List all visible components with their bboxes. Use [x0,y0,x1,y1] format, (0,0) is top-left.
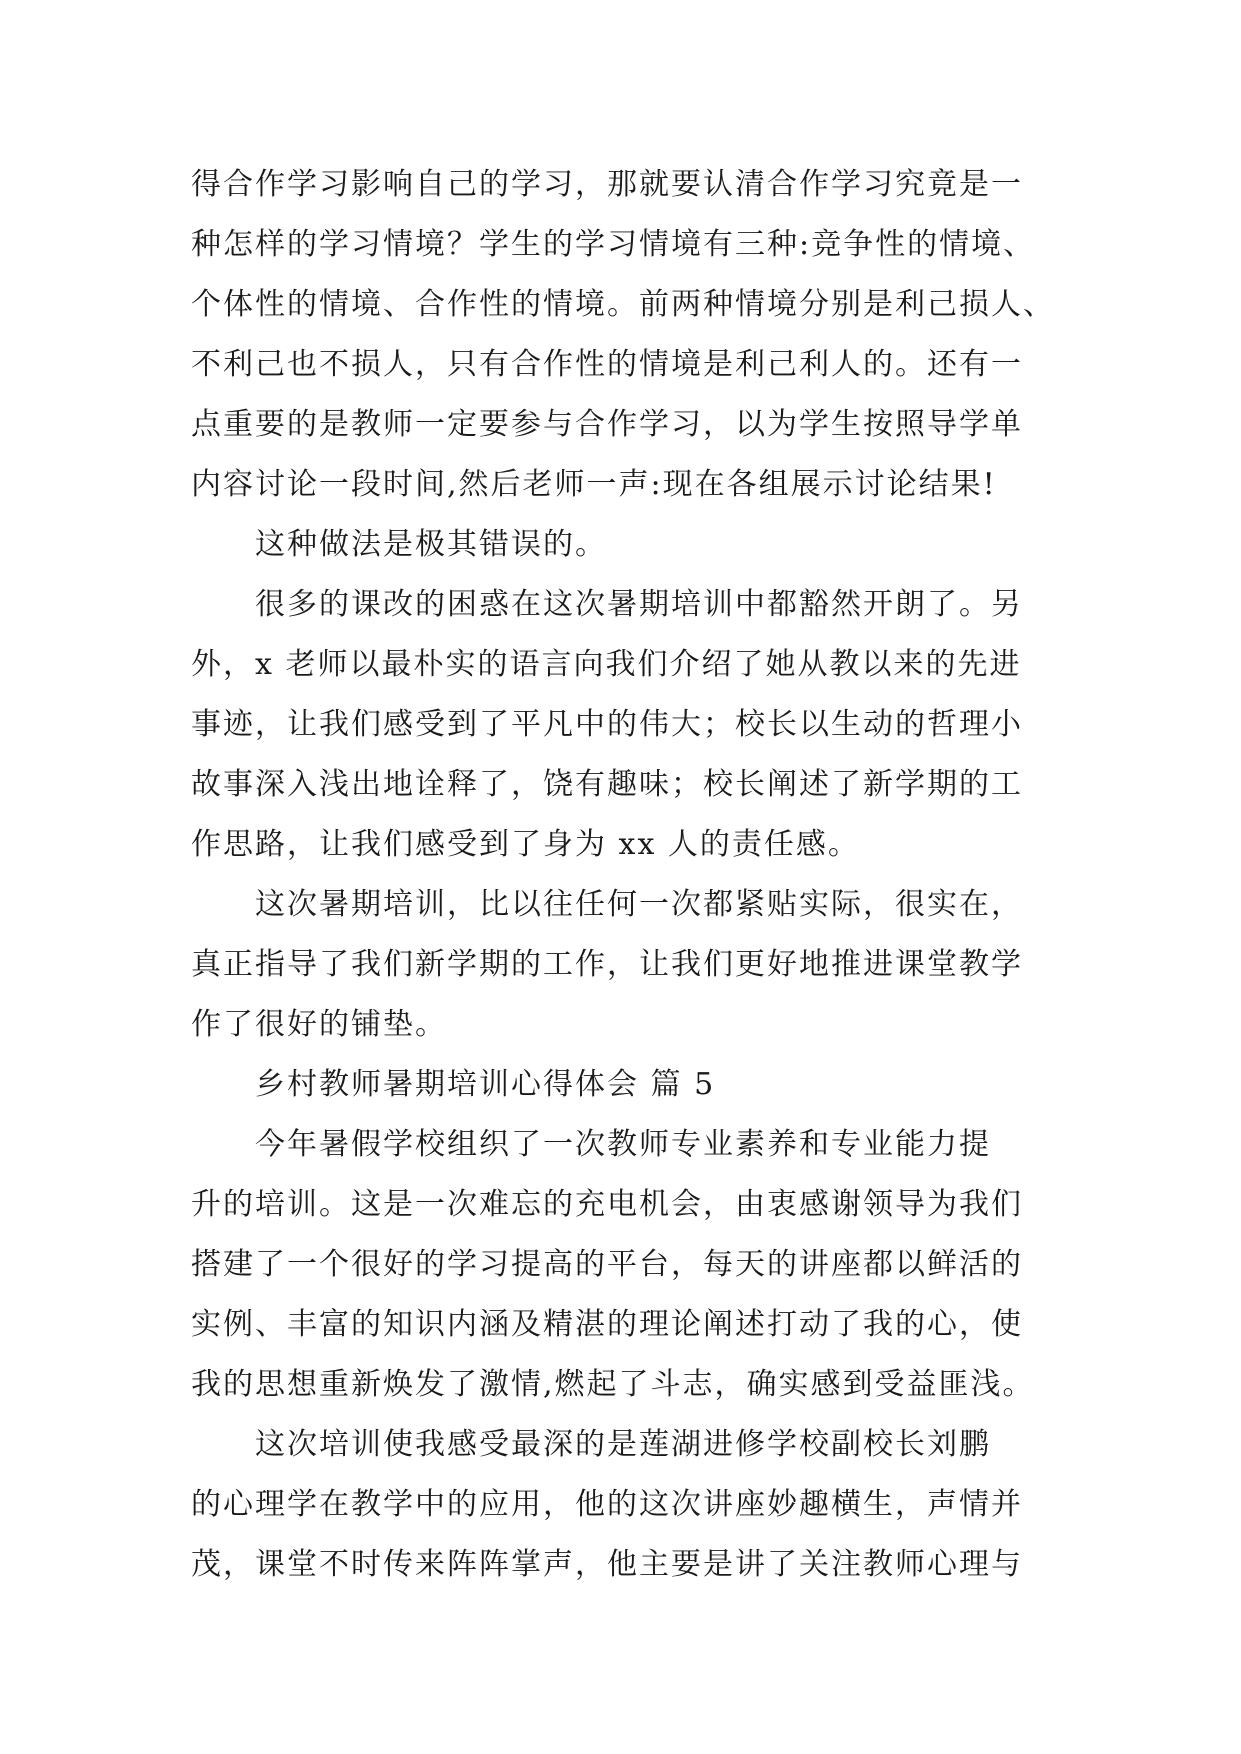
text-line: 个体性的情境、合作性的情境。前两种情境分别是利己损人、 [191,287,1055,322]
text-line: 今年暑假学校组织了一次教师专业素养和专业能力提 [255,1127,991,1162]
text-line: 作了很好的铺垫。 [191,1007,447,1042]
text-line: 这种做法是极其错误的。 [255,527,607,562]
text-line: 茂，课堂不时传来阵阵掌声，他主要是讲了关注教师心理与 [191,1547,1023,1582]
text-line: 作思路，让我们感受到了身为 xx 人的责任感。 [191,827,860,862]
text-line: 这次培训使我感受最深的是莲湖进修学校副校长刘鹏 [255,1427,991,1462]
text-line: 种怎样的学习情境？学生的学习情境有三种:竞争性的情境、 [191,227,1036,262]
text-line: 故事深入浅出地诠释了，饶有趣味；校长阐述了新学期的工 [191,767,1023,802]
text-line: 升的培训。这是一次难忘的充电机会，由衷感谢领导为我们 [191,1187,1023,1222]
text-line: 点重要的是教师一定要参与合作学习，以为学生按照导学单 [191,407,1023,442]
document-body [191,155,1091,1595]
section-heading: 乡村教师暑期培训心得体会 篇 5 [255,1067,716,1102]
text-line: 搭建了一个很好的学习提高的平台，每天的讲座都以鲜活的 [191,1247,1023,1282]
text-line: 很多的课改的困惑在这次暑期培训中都豁然开朗了。另 [255,587,1023,622]
text-line: 不利己也不损人，只有合作性的情境是利己利人的。还有一 [191,347,1023,382]
text-line: 事迹，让我们感受到了平凡中的伟大；校长以生动的哲理小 [191,707,1023,742]
text-line: 的心理学在教学中的应用，他的这次讲座妙趣横生，声情并 [191,1487,1023,1522]
text-line: 我的思想重新焕发了激情,燃起了斗志，确实感到受益匪浅。 [191,1367,1035,1402]
text-line: 真正指导了我们新学期的工作，让我们更好地推进课堂教学 [191,947,1023,982]
text-line: 得合作学习影响自己的学习，那就要认清合作学习究竟是一 [191,167,1023,202]
text-line: 实例、丰富的知识内涵及精湛的理论阐述打动了我的心，使 [191,1307,1023,1342]
text-line: 外，x 老师以最朴实的语言向我们介绍了她从教以来的先进 [191,647,1022,682]
text-line: 这次暑期培训，比以往任何一次都紧贴实际，很实在， [255,887,1023,922]
text-line: 内容讨论一段时间,然后老师一声:现在各组展示讨论结果! [191,467,997,502]
